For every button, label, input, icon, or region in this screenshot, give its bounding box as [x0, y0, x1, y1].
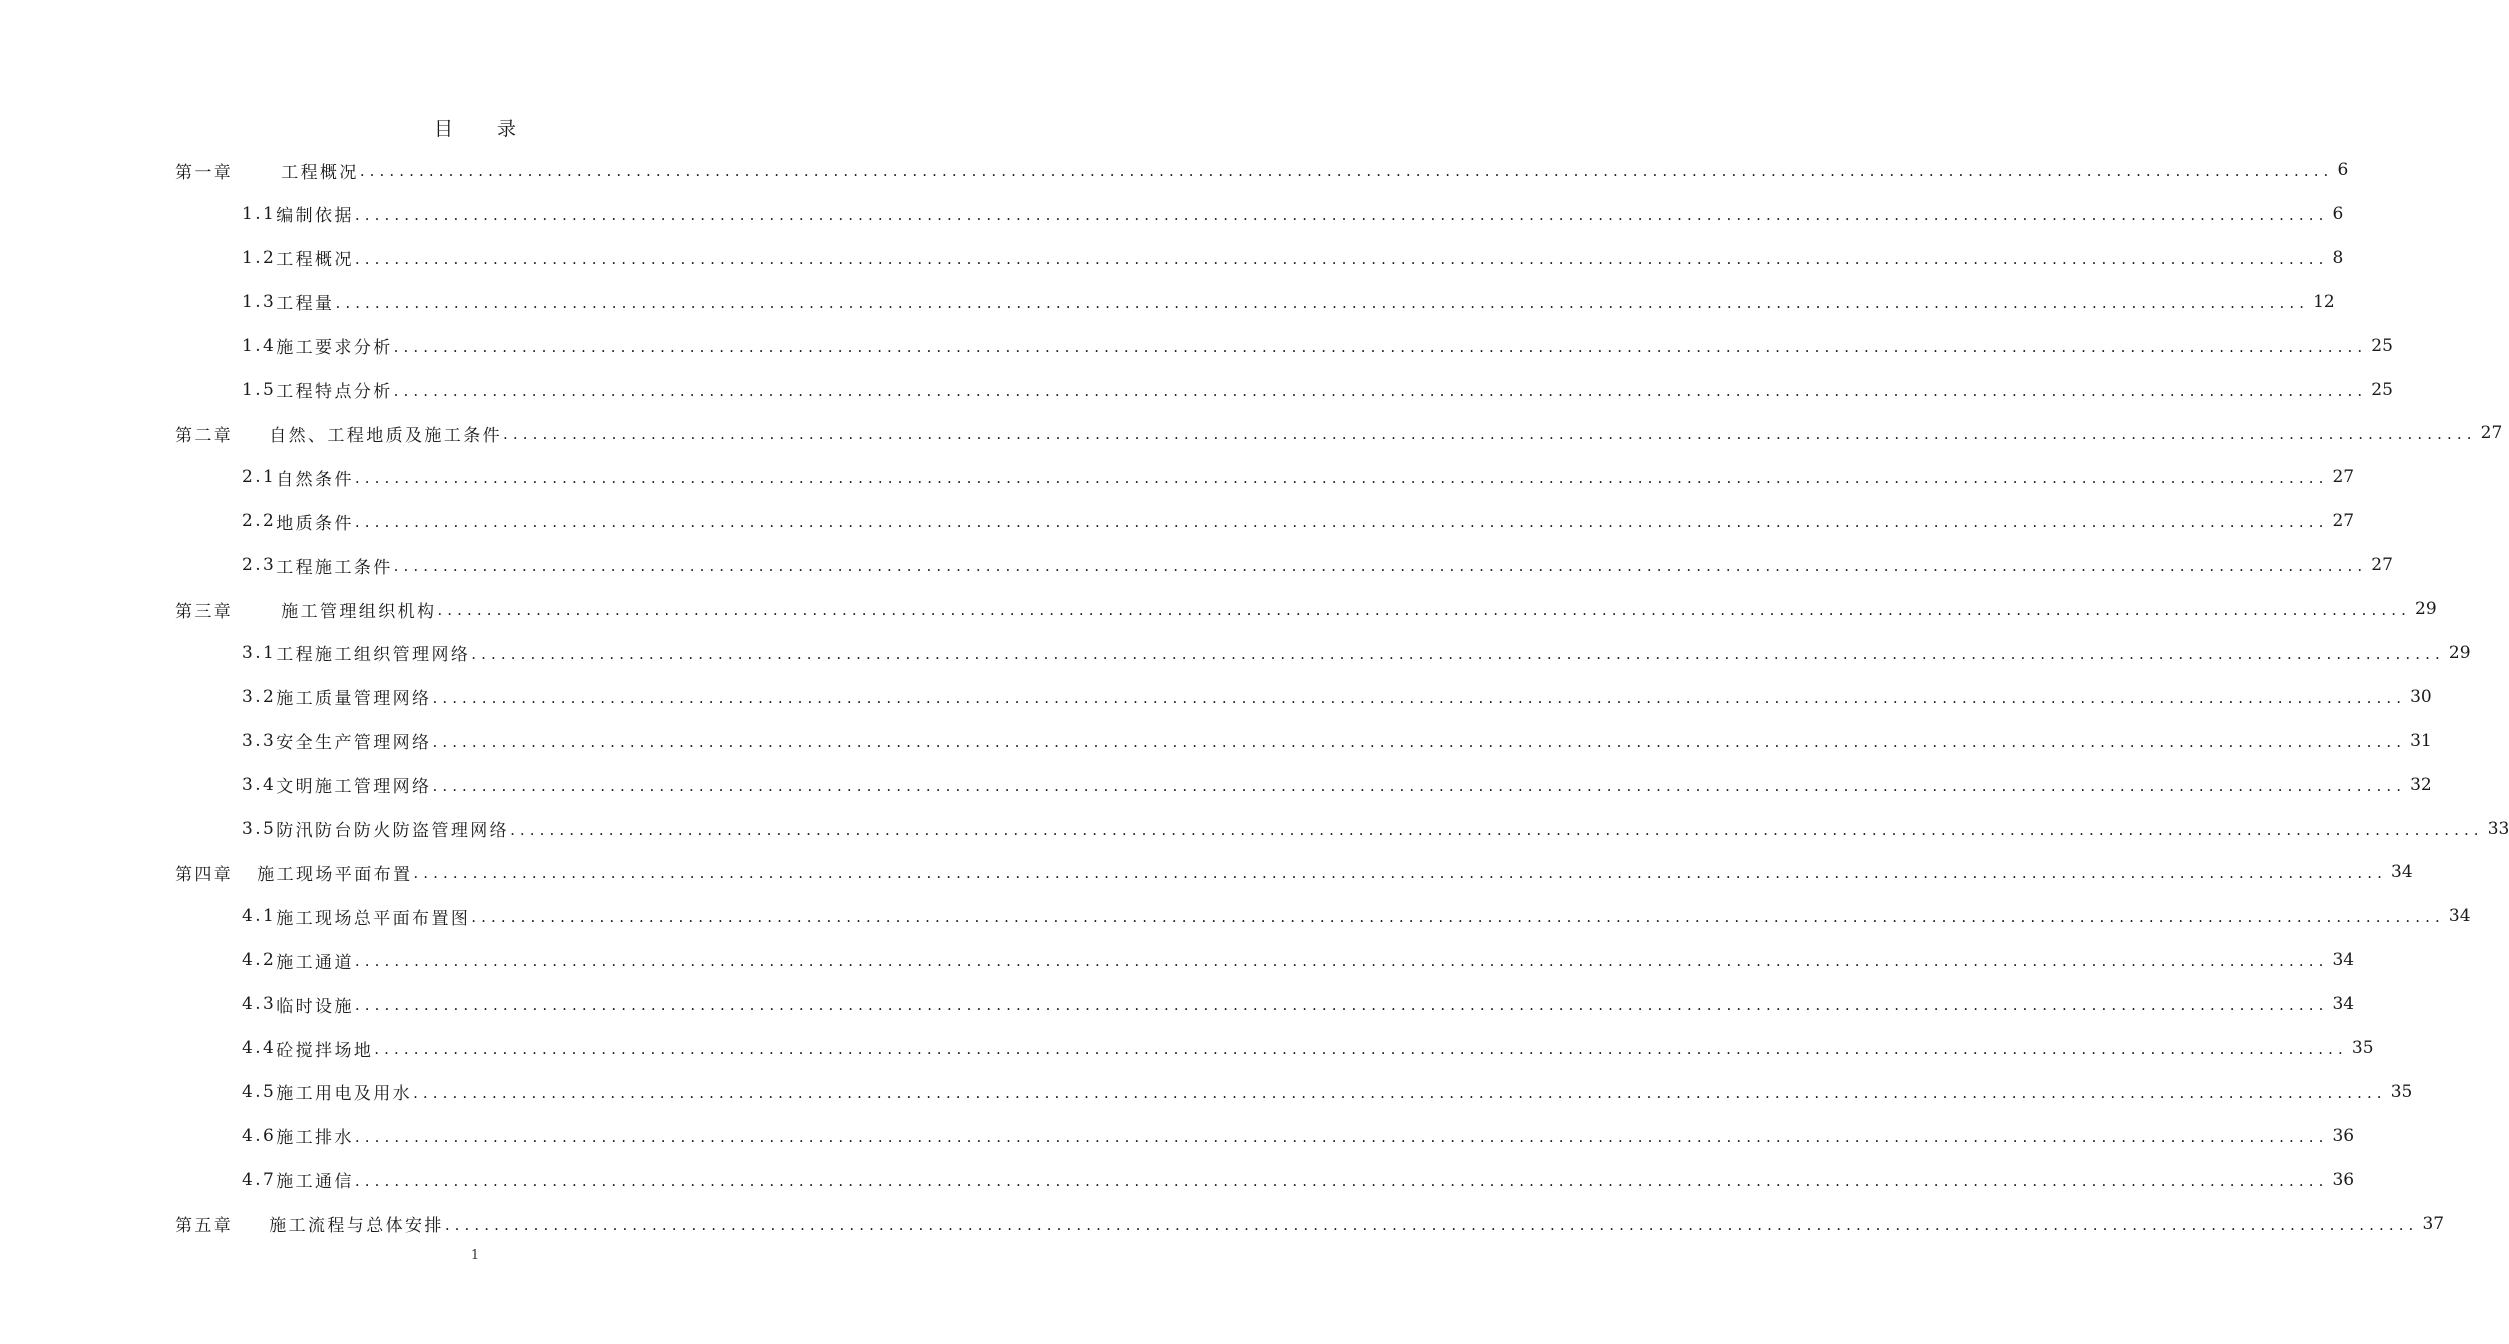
entry-title: 施工用电及用水: [276, 1084, 413, 1105]
entry-page-number: 6: [2337, 160, 2349, 180]
section-number: 2.2: [242, 511, 277, 532]
entry-page-number: 12: [2313, 291, 2335, 312]
toc-title-right: 录: [497, 118, 517, 140]
dot-leader: ........................................................................................................................................................................................................: [503, 425, 2477, 444]
entry-title: 施工通信: [276, 1172, 354, 1193]
dot-leader: ........................................................................................................................................................................................................: [359, 162, 2334, 180]
entry-title: 自然、工程地质及施工条件: [269, 425, 503, 446]
entry-page-number: 34: [2391, 862, 2413, 883]
section-number: 3.3: [242, 730, 277, 751]
dot-leader: ........................................................................................................................................................................................................: [471, 644, 2445, 663]
entry-page-number: 33: [2487, 818, 2509, 839]
entry-title: 地质条件: [276, 513, 354, 534]
section-number: 4.3: [242, 994, 277, 1015]
dot-leader: ........................................................................................................................................................................................................: [354, 952, 2329, 971]
entry-title: 工程概况: [276, 250, 354, 271]
section-number: 4.7: [242, 1169, 277, 1190]
entry-title: 编制依据: [276, 206, 354, 227]
entry-page-number: 31: [2410, 730, 2432, 751]
chapter-label: 第二章: [175, 425, 234, 446]
section-number: 1.5: [242, 379, 277, 400]
entry-title: 工程概况: [281, 162, 359, 183]
toc-section-entry[interactable]: [242, 682, 2432, 712]
section-number: 3.2: [242, 686, 277, 707]
dot-leader: ........................................................................................................................................................................................................: [354, 1171, 2329, 1190]
entry-page-number: 27: [2371, 555, 2393, 576]
dot-leader: ........................................................................................................................................................................................................: [510, 820, 2484, 839]
toc-title: [0, 114, 950, 141]
entry-title: 防汛防台防火防盗管理网络: [276, 821, 510, 841]
entry-title: 施工管理组织机构: [281, 601, 437, 622]
dot-leader: ........................................................................................................................................................................................................: [354, 205, 2329, 224]
toc-section-entry[interactable]: [242, 287, 2335, 317]
toc-section-entry[interactable]: [242, 506, 2355, 536]
section-number: 1.3: [242, 291, 277, 312]
entry-page-number: 27: [2480, 423, 2503, 444]
toc-section-entry[interactable]: [242, 1033, 2374, 1063]
entry-title: 施工现场平面布置: [257, 864, 413, 885]
entry-page-number: 34: [2332, 950, 2355, 971]
dot-leader: ........................................................................................................................................................................................................: [432, 732, 2407, 751]
entry-title: 施工质量管理网络: [276, 689, 432, 710]
toc-section-entry[interactable]: [242, 638, 2471, 668]
toc-section-entry[interactable]: [242, 945, 2355, 975]
entry-page-number: 29: [2415, 599, 2437, 619]
entry-page-number: 34: [2448, 906, 2471, 927]
chapter-label: 第五章: [175, 1216, 234, 1237]
entry-title: 施工排水: [276, 1128, 354, 1149]
dot-leader: ........................................................................................................................................................................................................: [393, 381, 2368, 400]
toc-chapter-entry[interactable]: [175, 155, 2349, 185]
entry-page-number: 35: [2351, 1038, 2374, 1058]
toc-section-entry[interactable]: [242, 462, 2355, 492]
toc-section-entry[interactable]: [242, 901, 2471, 931]
toc-section-entry[interactable]: [242, 331, 2393, 361]
dot-leader: ........................................................................................................................................................................................................: [393, 557, 2368, 576]
entry-title: 施工流程与总体安排: [269, 1216, 444, 1237]
entry-title: 文明施工管理网络: [276, 777, 432, 798]
dot-leader: ........................................................................................................................................................................................................: [335, 293, 2310, 312]
entry-page-number: 32: [2410, 774, 2432, 795]
entry-title: 工程施工条件: [276, 557, 393, 578]
section-number: 1.4: [242, 335, 277, 356]
section-number: 4.2: [242, 950, 277, 971]
toc-section-entry[interactable]: [242, 1121, 2355, 1151]
entry-title: 工程量: [276, 294, 335, 315]
dot-leader: ........................................................................................................................................................................................................: [471, 908, 2445, 927]
entry-title: 工程特点分析: [276, 382, 393, 402]
entry-page-number: 35: [2390, 1081, 2413, 1102]
toc-section-entry[interactable]: [242, 814, 2509, 844]
toc-chapter-entry[interactable]: [175, 418, 2503, 448]
section-number: 1.1: [242, 203, 277, 224]
dot-leader: ........................................................................................................................................................................................................: [437, 601, 2412, 619]
toc-section-entry[interactable]: [242, 770, 2432, 800]
entry-page-number: 36: [2332, 1125, 2355, 1146]
section-number: 4.5: [242, 1081, 277, 1102]
dot-leader: ........................................................................................................................................................................................................: [354, 1127, 2329, 1146]
dot-leader: ........................................................................................................................................................................................................: [444, 1215, 2419, 1234]
dot-leader: ........................................................................................................................................................................................................: [354, 513, 2329, 532]
dot-leader: ........................................................................................................................................................................................................: [354, 249, 2329, 268]
entry-page-number: 6: [2332, 203, 2344, 224]
section-number: 1.2: [242, 247, 277, 268]
entry-page-number: 25: [2371, 335, 2393, 356]
entry-title: 施工要求分析: [276, 338, 393, 359]
entry-title: 施工现场总平面布置图: [276, 908, 471, 929]
entry-page-number: 27: [2332, 467, 2355, 488]
entry-title: 工程施工组织管理网络: [276, 645, 471, 666]
entry-page-number: 34: [2332, 994, 2355, 1015]
dot-leader: ........................................................................................................................................................................................................: [413, 864, 2388, 883]
entry-page-number: 8: [2332, 247, 2344, 268]
chapter-label: 第四章: [175, 864, 234, 885]
section-number: 3.4: [242, 774, 277, 795]
toc-section-entry[interactable]: [242, 989, 2355, 1019]
dot-leader: ........................................................................................................................................................................................................: [354, 996, 2329, 1015]
toc-section-entry[interactable]: [242, 199, 2344, 229]
section-number: 4.1: [242, 906, 277, 927]
dot-leader: ........................................................................................................................................................................................................: [432, 776, 2407, 795]
toc-section-entry[interactable]: [242, 375, 2393, 405]
toc-chapter-entry[interactable]: [175, 1209, 2445, 1239]
entry-page-number: 37: [2422, 1213, 2445, 1234]
toc-chapter-entry[interactable]: [175, 594, 2437, 624]
toc-section-entry[interactable]: [242, 1165, 2355, 1195]
entry-title: 施工通道: [276, 952, 354, 973]
toc-section-entry[interactable]: [242, 243, 2344, 273]
section-number: 4.6: [242, 1125, 277, 1146]
section-number: 2.1: [242, 467, 277, 488]
section-number: 3.5: [242, 818, 277, 839]
toc-chapter-entry[interactable]: [175, 857, 2413, 887]
entry-title: 临时设施: [276, 996, 354, 1017]
entry-page-number: 25: [2371, 379, 2393, 400]
toc-section-entry[interactable]: [242, 726, 2432, 756]
section-number: 4.4: [242, 1038, 277, 1058]
dot-leader: ........................................................................................................................................................................................................: [354, 469, 2329, 488]
chapter-label: 第三章: [175, 601, 234, 622]
section-number: 3.1: [242, 642, 277, 663]
section-number: 2.3: [242, 555, 277, 576]
dot-leader: ........................................................................................................................................................................................................: [393, 337, 2368, 356]
entry-page-number: 29: [2448, 642, 2471, 663]
entry-title: 安全生产管理网络: [276, 733, 432, 754]
dot-leader: ........................................................................................................................................................................................................: [374, 1040, 2348, 1058]
entry-page-number: 36: [2332, 1169, 2355, 1190]
dot-leader: ........................................................................................................................................................................................................: [432, 688, 2407, 707]
page-number: 1: [470, 1248, 480, 1263]
toc-section-entry[interactable]: [242, 1077, 2413, 1107]
entry-title: 砼搅拌场地: [276, 1040, 374, 1061]
toc-title-left: 目: [433, 118, 453, 140]
entry-page-number: 27: [2332, 511, 2355, 532]
entry-page-number: 30: [2410, 686, 2432, 707]
chapter-label: 第一章: [175, 162, 234, 183]
toc-section-entry[interactable]: [242, 550, 2393, 580]
entry-title: 自然条件: [276, 469, 354, 490]
dot-leader: ........................................................................................................................................................................................................: [413, 1083, 2387, 1102]
